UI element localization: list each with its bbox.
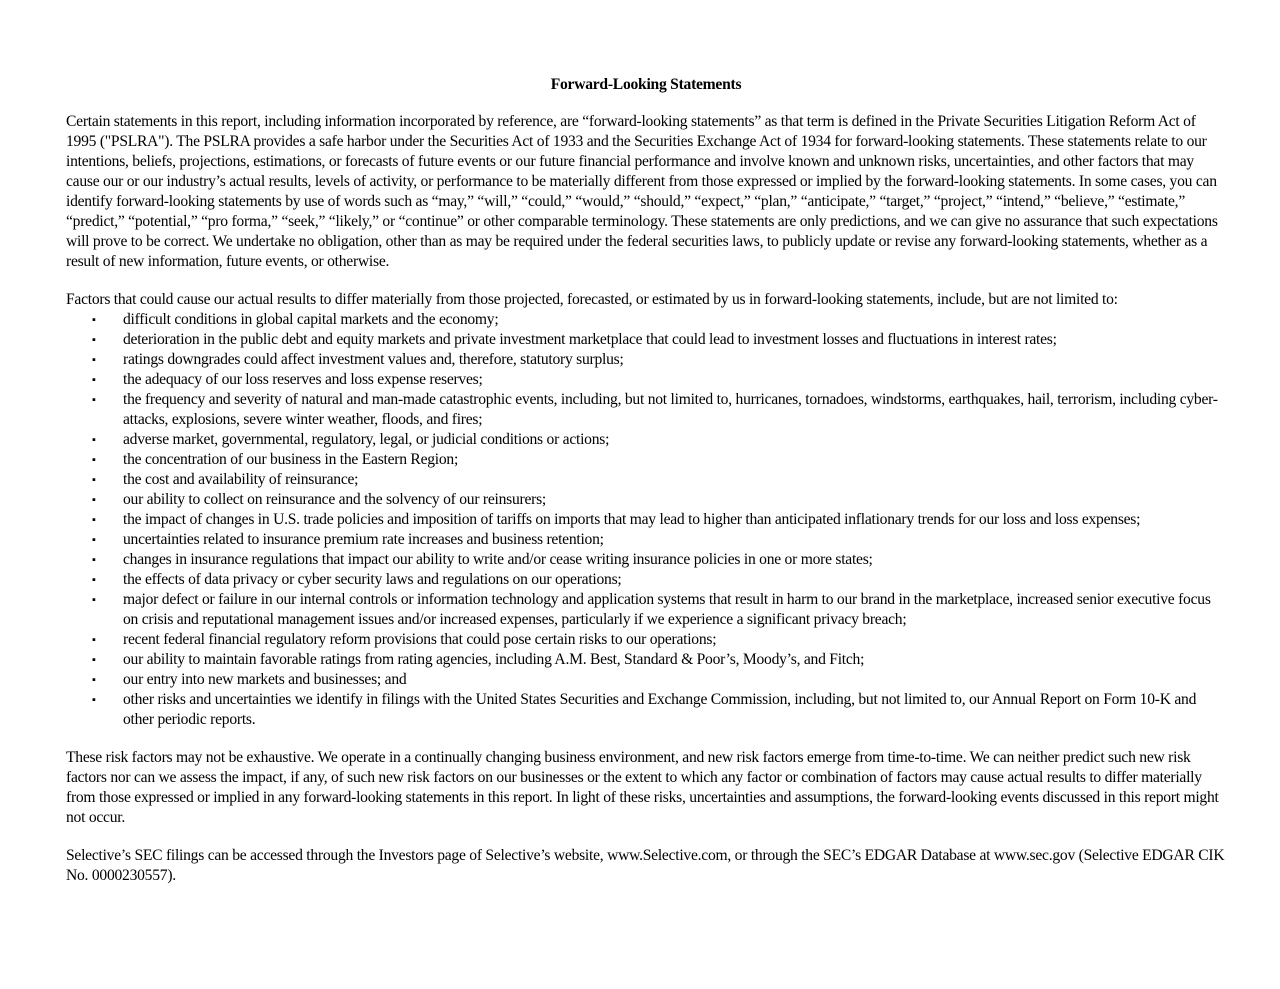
bullet-icon: ▪ [92, 474, 96, 486]
bullet-icon: ▪ [92, 634, 96, 646]
bullet-icon: ▪ [92, 534, 96, 546]
bullet-icon: ▪ [92, 454, 96, 466]
list-item: ▪ difficult conditions in global capital markets and the economy; [92, 311, 499, 328]
list-item: ▪ recent federal financial regulatory reform provisions that could pose certain risks to our operations; [92, 631, 717, 648]
sec-filings-paragraph: Selective’s SEC filings can be accessed through the Investors page of Selective’s website, www.Selective.com, or through the SEC’s EDGAR Database at www.sec.gov (Selective EDGAR CIK No. 0000230557). [66, 847, 1225, 884]
list-item: ▪ our entry into new markets and businesses; and [92, 671, 407, 688]
bullet-icon: ▪ [92, 654, 96, 666]
bullet-icon: ▪ [92, 314, 96, 326]
list-item: ▪ the frequency and severity of natural and man-made catastrophic events, including, but not limited to, hurricanes, tornadoes, windstorms, earthquakes, hail, terrorism, including cyber-attacks, explosions, severe winter weather, floods, and fires; [92, 391, 1218, 428]
list-item: ▪ uncertainties related to insurance premium rate increases and business retention; [92, 531, 604, 548]
list-item: ▪ our ability to collect on reinsurance and the solvency of our reinsurers; [92, 491, 546, 508]
list-item: ▪ adverse market, governmental, regulatory, legal, or judicial conditions or actions; [92, 431, 610, 448]
list-item: ▪ other risks and uncertainties we identify in filings with the United States Securities and Exchange Commission, including, but not limited to, our Annual Report on Form 10-K and other periodic reports. [92, 691, 1197, 728]
bullet-icon: ▪ [92, 574, 96, 586]
bullet-icon: ▪ [92, 554, 96, 566]
document-page [66, 74, 1226, 886]
bullet-icon: ▪ [92, 354, 96, 366]
list-item: ▪ our ability to maintain favorable ratings from rating agencies, including A.M. Best, Standard & Poor’s, Moody’s, and Fitch; [92, 651, 865, 668]
bullet-icon: ▪ [92, 494, 96, 506]
factors-intro: Factors that could cause our actual results to differ materially from those projected, forecasted, or estimated by us in forward-looking statements, include, but are not limited to: [66, 291, 1118, 308]
bullet-icon: ▪ [92, 694, 96, 706]
closing-paragraph: These risk factors may not be exhaustive. We operate in a continually changing business environment, and new risk factors emerge from time-to-time. We can neither predict such new risk factors nor can we assess the impact, if any, of such new risk factors on our businesses or the extent to which any factor or combination of factors may cause actual results to differ materially from those expressed or implied in any forward-looking statements in this report. In light of these risks, uncertainties and assumptions, the forward-looking events discussed in this report might not occur. [66, 749, 1219, 826]
bullet-icon: ▪ [92, 374, 96, 386]
bullet-icon: ▪ [92, 674, 96, 686]
list-item: ▪ changes in insurance regulations that impact our ability to write and/or cease writing insurance policies in one or more states; [92, 551, 873, 568]
list-item: ▪ deterioration in the public debt and equity markets and private investment marketplace that could lead to investment losses and fluctuations in interest rates; [92, 331, 1057, 348]
list-item: ▪ major defect or failure in our internal controls or information technology and application systems that result in harm to our brand in the marketplace, increased senior executive focus on crisis and reputational management issues and/or increased expenses, particularly if we experience a significant privacy breach; [92, 591, 1211, 628]
bullet-icon: ▪ [92, 434, 96, 446]
list-item: ▪ the effects of data privacy or cyber security laws and regulations on our operations; [92, 571, 622, 588]
bullet-icon: ▪ [92, 594, 96, 606]
intro-paragraph: Certain statements in this report, including information incorporated by reference, are “forward-looking statements” as that term is defined in the Private Securities Litigation Reform Act of 1995 ("PSLRA"). The PSLRA provides a safe harbor under the Securities Act of 1933 and the Securities Exchange Act of 1934 for forward-looking statements. These statements relate to our intentions, beliefs, projections, estimations, or forecasts of future events or our future financial performance and involve known and unknown risks, uncertainties, and other factors that may cause our or our industry’s actual results, levels of activity, or performance to be materially different from those expressed or implied by the forward-looking statements. In some cases, you can identify forward-looking statements by use of words such as “may,” “will,” “could,” “would,” “should,” “expect,” “plan,” “anticipate,” “target,” “project,” “intend,” “believe,” “estimate,” “predict,” “potential,” “pro forma,” “seek,” “likely,” or “continue” or other comparable terminology. These statements are only predictions, and we can give no assurance that such expectations will prove to be correct. We undertake no obligation, other than as may be required under the federal securities laws, to publicly update or revise any forward-looking statements, whether as a result of new information, future events, or otherwise. [66, 113, 1218, 270]
list-item: ▪ the adequacy of our loss reserves and loss expense reserves; [92, 371, 483, 388]
list-item: ▪ ratings downgrades could affect investment values and, therefore, statutory surplus; [92, 351, 624, 368]
list-item: ▪ the cost and availability of reinsurance; [92, 471, 359, 488]
bullet-icon: ▪ [92, 514, 96, 526]
list-item: ▪ the impact of changes in U.S. trade policies and imposition of tariffs on imports that may lead to higher than anticipated inflationary trends for our loss and loss expenses; [92, 511, 1141, 528]
bullet-icon: ▪ [92, 394, 96, 406]
list-item: ▪ the concentration of our business in the Eastern Region; [92, 451, 459, 468]
risk-factors-list [66, 310, 1226, 730]
bullet-icon: ▪ [92, 334, 96, 346]
page-title: Forward-Looking Statements [550, 76, 742, 93]
